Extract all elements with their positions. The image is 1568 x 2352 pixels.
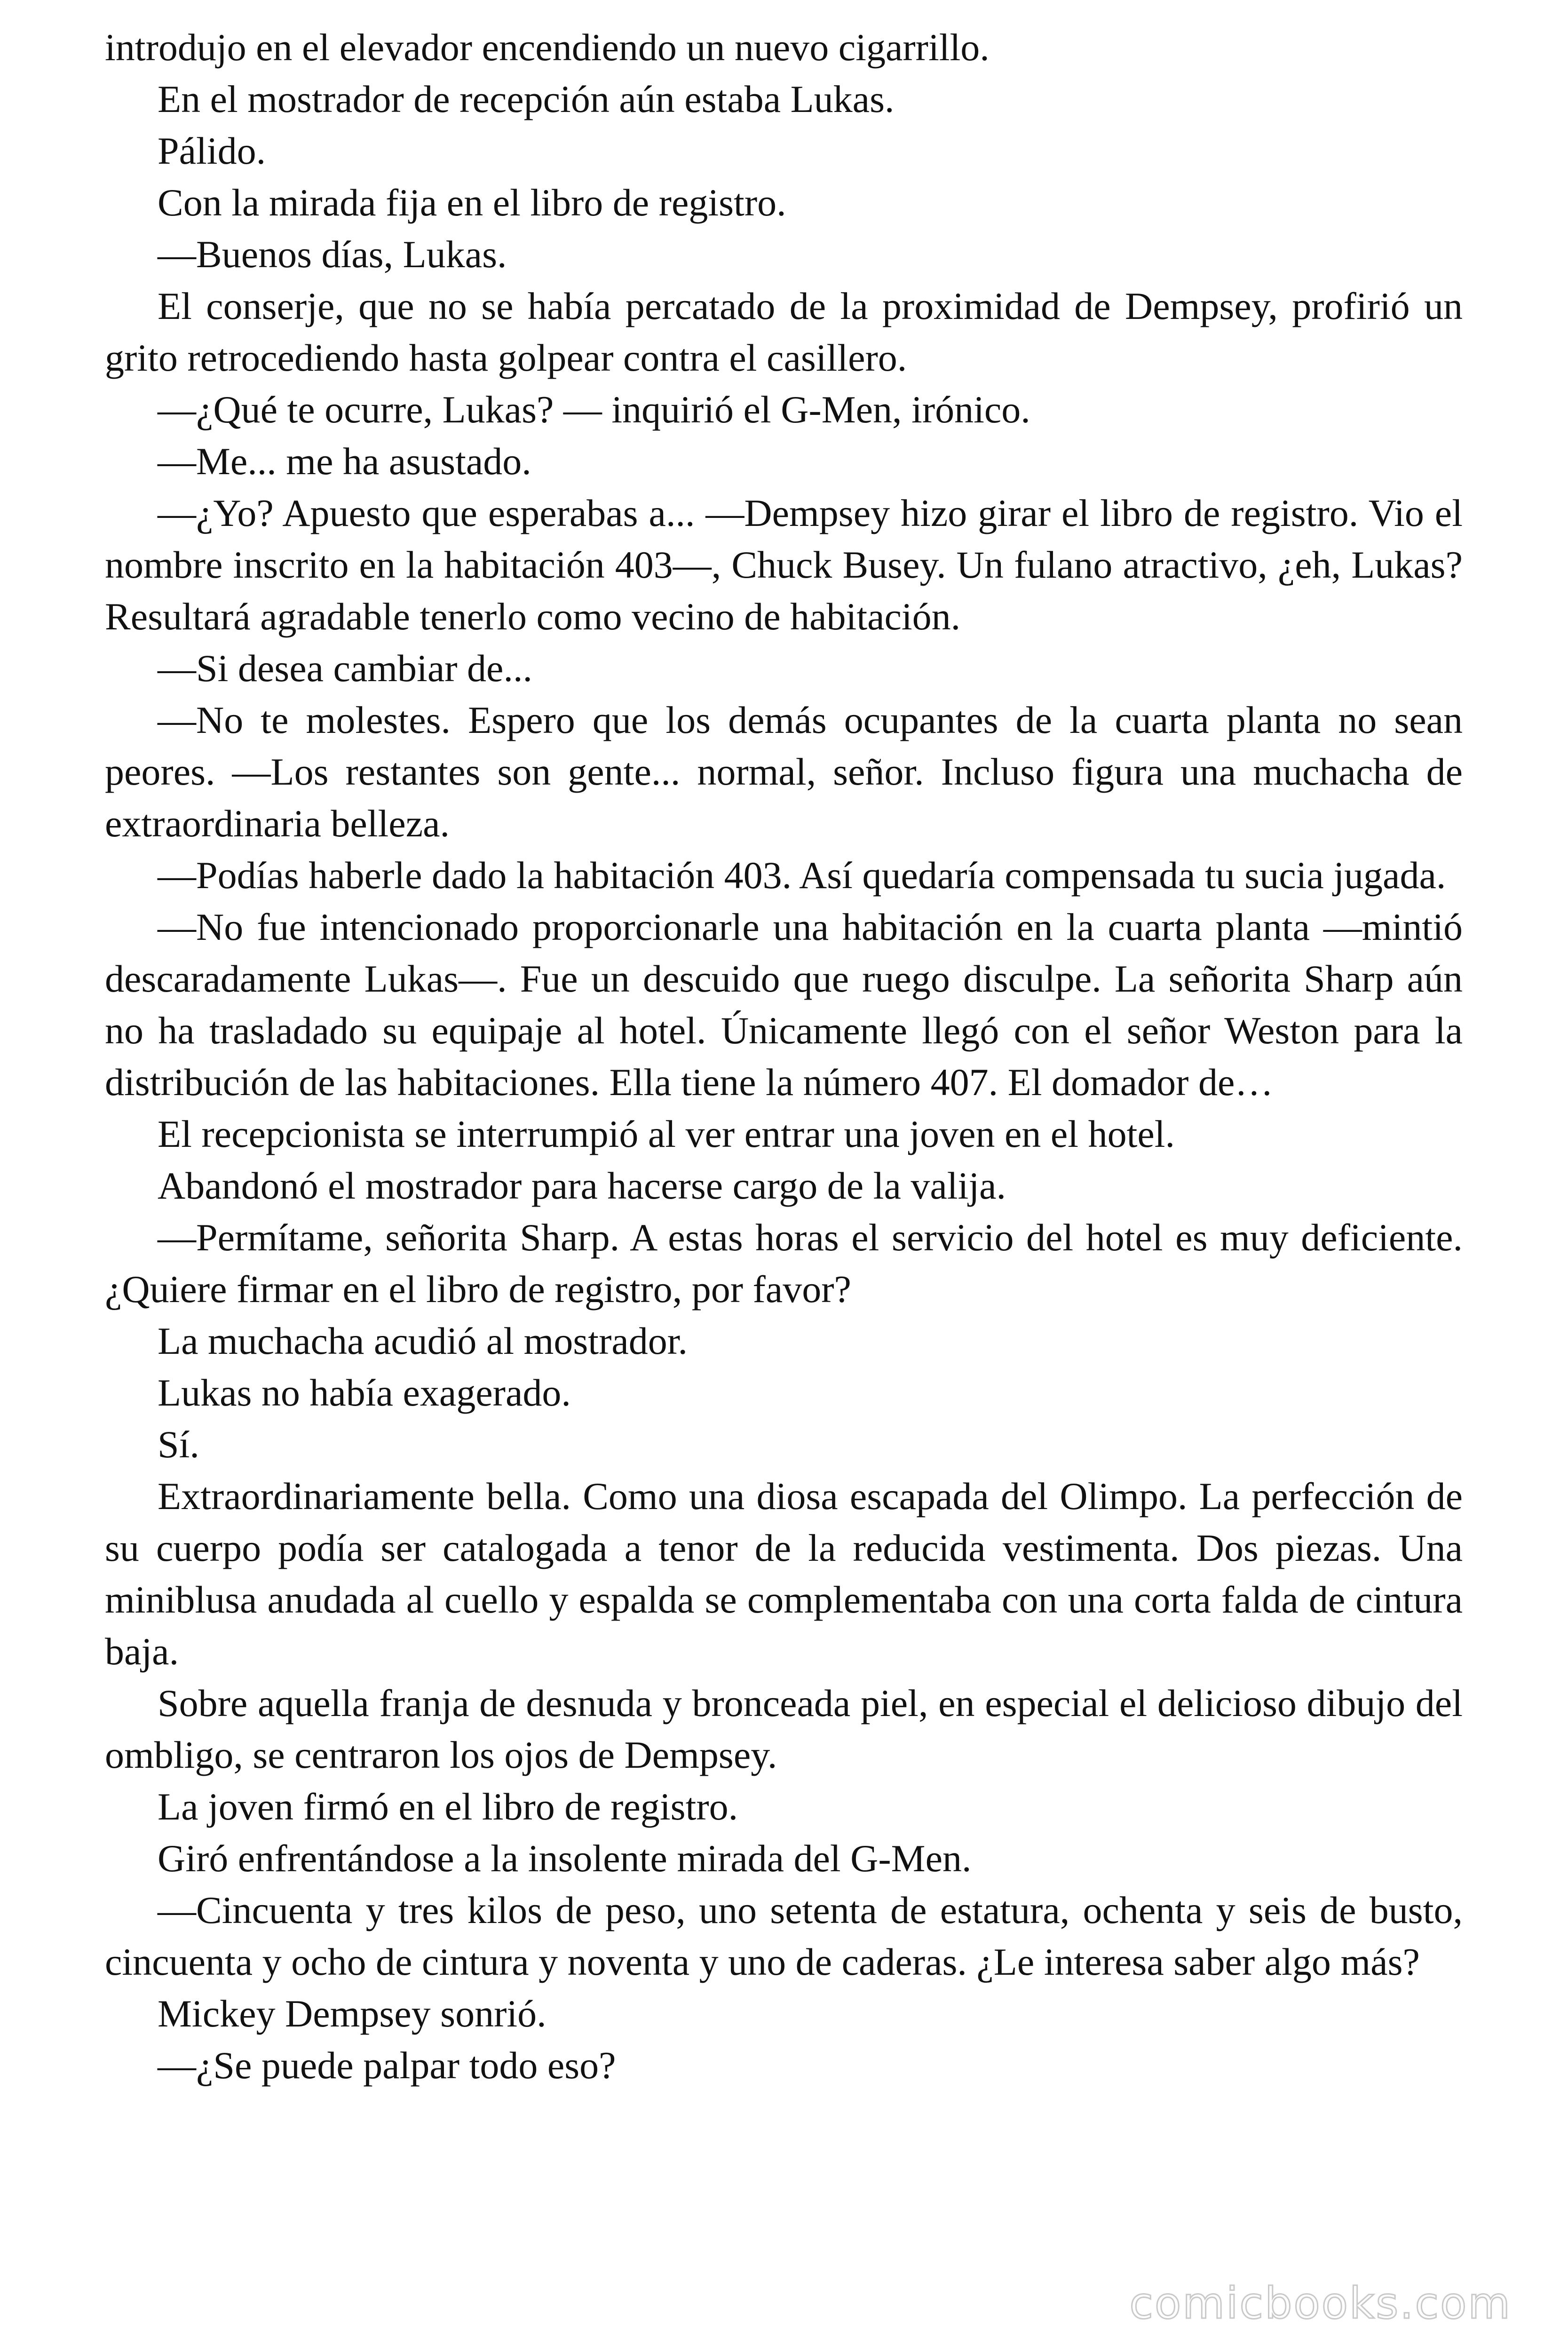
paragraph: —Podías haberle dado la habitación 403. Así quedaría compensada tu sucia jugada.: [158, 854, 1446, 897]
paragraph: Abandonó el mostrador para hacerse cargo de la valija.: [158, 1164, 1006, 1207]
paragraph: La muchacha acudió al mostrador.: [158, 1319, 688, 1362]
watermark: comicbooks.com: [1129, 2278, 1512, 2328]
paragraph: —Me... me ha asustado.: [158, 440, 531, 483]
paragraph: —Buenos días, Lukas.: [158, 233, 507, 276]
paragraph: El conserje, que no se había percatado de la proximidad de Dempsey, profirió un grito retrocediendo hasta golpear contra el casillero.: [105, 285, 1463, 379]
paragraph: Giró enfrentándose a la insolente mirada del G-Men.: [158, 1837, 972, 1880]
paragraph: —¿Se puede palpar todo eso?: [158, 2044, 616, 2087]
paragraph: Mickey Dempsey sonrió.: [158, 1992, 546, 2035]
paragraph: —No fue intencionado proporcionarle una habitación en la cuarta planta —mintió descaradamente Lukas—. Fue un descuido que ruego disculpe. La señorita Sharp aún no ha trasladado su equipaje al hotel. Únicamente llegó con el señor Weston para la distribución de las habitaciones. Ella tiene la número 407. El domador de…: [105, 906, 1463, 1104]
paragraph: —¿Yo? Apuesto que esperabas a... —Dempsey hizo girar el libro de registro. Vio el nombre inscrito en la habitación 403—, Chuck Busey. Un fulano atractivo, ¿eh, Lukas? Resultará agradable tenerlo como vecino de habitación.: [105, 492, 1463, 638]
paragraph: Extraordinariamente bella. Como una diosa escapada del Olimpo. La perfección de su cuerpo podía ser catalogada a tenor de la reducida vestimenta. Dos piezas. Una miniblusa anudada al cuello y espalda se complementaba con una corta falda de cintura baja.: [105, 1475, 1463, 1673]
paragraph: —¿Qué te ocurre, Lukas? — inquirió el G-Men, irónico.: [158, 388, 1030, 431]
paragraph: introdujo en el elevador encendiendo un nuevo cigarrillo.: [105, 26, 990, 69]
paragraph: Sí.: [158, 1423, 199, 1466]
paragraph: Pálido.: [158, 129, 266, 172]
paragraph: —Cincuenta y tres kilos de peso, uno setenta de estatura, ochenta y seis de busto, cincuenta y ocho de cintura y noventa y uno de caderas. ¿Le interesa saber algo más?: [105, 1889, 1463, 1983]
paragraph: —Permítame, señorita Sharp. A estas horas el servicio del hotel es muy deficiente. ¿Quiere firmar en el libro de registro, por favor?: [105, 1216, 1463, 1311]
paragraph: —No te molestes. Espero que los demás ocupantes de la cuarta planta no sean peores. —Los restantes son gente... normal, señor. Incluso figura una muchacha de extraordinaria belleza.: [105, 699, 1463, 845]
paragraph: —Si desea cambiar de...: [158, 647, 532, 690]
paragraph: En el mostrador de recepción aún estaba Lukas.: [158, 78, 895, 120]
paragraph: La joven firmó en el libro de registro.: [158, 1785, 738, 1828]
paragraph: Con la mirada fija en el libro de registro.: [158, 181, 786, 224]
paragraph: Lukas no había exagerado.: [158, 1371, 571, 1414]
paragraph: El recepcionista se interrumpió al ver entrar una joven en el hotel.: [158, 1112, 1175, 1155]
page-text: [105, 22, 1463, 2091]
paragraph: Sobre aquella franja de desnuda y bronceada piel, en especial el delicioso dibujo del ombligo, se centraron los ojos de Dempsey.: [105, 1682, 1463, 1776]
